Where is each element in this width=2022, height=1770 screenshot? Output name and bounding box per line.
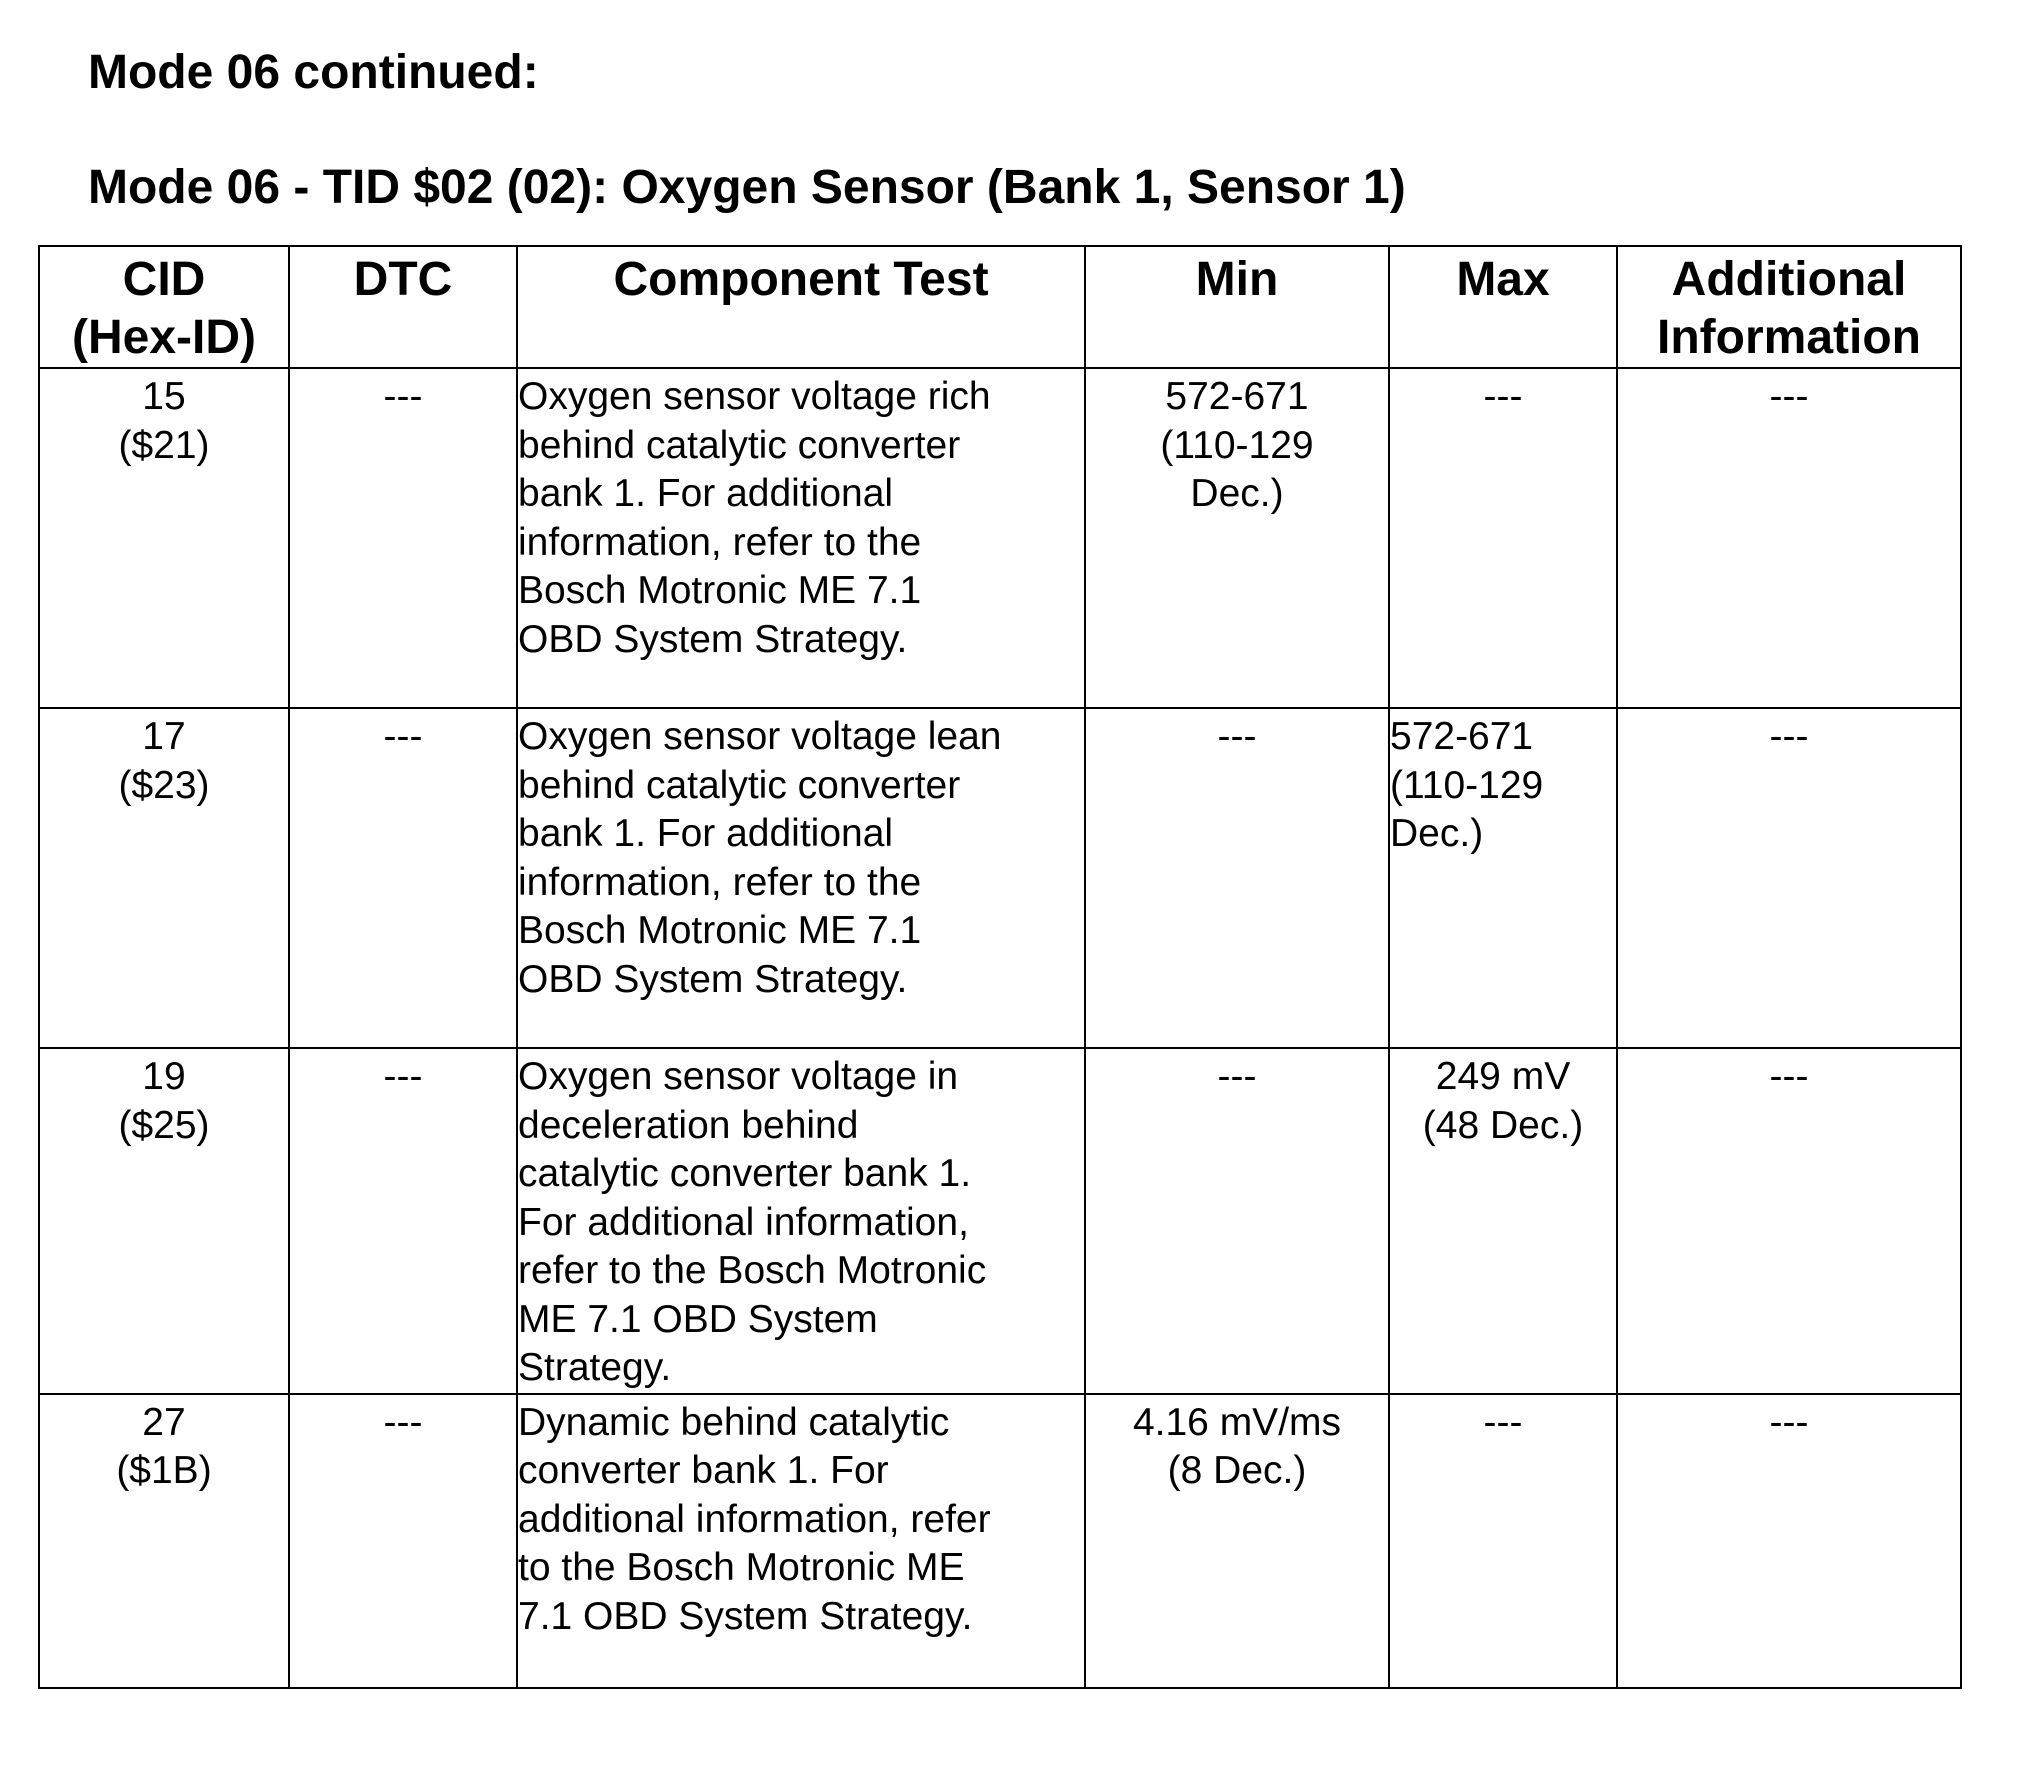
hex-id-value: ($23)	[118, 763, 210, 807]
hex-id-value: ($21)	[118, 423, 210, 467]
min-cell	[1085, 1048, 1389, 1394]
component-test-cell	[517, 1394, 1085, 1688]
max-line: ---	[1483, 375, 1523, 418]
cid-value: 17	[142, 715, 186, 758]
max-line: 249 mV	[1435, 1055, 1571, 1098]
max-line: (110-129	[1390, 763, 1544, 807]
max-line: ---	[1483, 1400, 1523, 1444]
test-line: information, refer to the	[518, 520, 922, 564]
header-cid	[39, 246, 289, 368]
additional-info-cell: ---	[1617, 708, 1961, 1048]
test-line: information, refer to the	[518, 860, 922, 904]
min-cell	[1085, 708, 1389, 1048]
mode06-table	[38, 245, 1962, 1689]
cid-cell	[39, 368, 289, 708]
header-hex-id-line: (Hex-ID)	[71, 311, 256, 364]
max-line: 572-671	[1390, 715, 1534, 758]
cid-cell	[39, 708, 289, 1048]
cid-value: 19	[142, 1055, 186, 1098]
test-line: behind catalytic converter	[518, 423, 961, 467]
test-line: Oxygen sensor voltage rich	[518, 375, 991, 418]
additional-info-cell: ---	[1617, 1048, 1961, 1394]
test-line: to the Bosch Motronic ME	[518, 1546, 965, 1589]
min-line: ---	[1217, 1055, 1257, 1098]
test-line: For additional information,	[518, 1200, 969, 1244]
test-line: OBD System Strategy.	[518, 957, 908, 1001]
cid-value: 27	[142, 1400, 186, 1444]
max-line: Dec.)	[1390, 812, 1484, 855]
header-row	[39, 246, 1961, 368]
component-test-cell	[517, 1048, 1085, 1394]
test-line: deceleration behind	[518, 1103, 859, 1147]
max-cell	[1389, 1394, 1617, 1688]
table-row	[39, 368, 1961, 708]
header-cid-line: CID	[122, 253, 206, 306]
min-line: 4.16 mV/ms	[1132, 1400, 1342, 1444]
cid-cell	[39, 1394, 289, 1688]
test-line: Bosch Motronic ME 7.1	[518, 569, 922, 612]
header-component-test: Component Test	[517, 246, 1085, 368]
test-line: Oxygen sensor voltage lean	[518, 715, 1002, 758]
header-min: Min	[1085, 246, 1389, 368]
hex-id-value: ($25)	[118, 1103, 210, 1147]
hex-id-value: ($1B)	[116, 1449, 212, 1492]
test-line: OBD System Strategy.	[518, 617, 908, 661]
test-line: Dynamic behind catalytic	[518, 1400, 950, 1444]
continued-heading: Mode 06 continued:	[88, 46, 539, 99]
dtc-cell: ---	[289, 708, 517, 1048]
test-line: ME 7.1 OBD System	[518, 1297, 878, 1341]
header-information-line: Information	[1657, 311, 1921, 364]
max-cell	[1389, 368, 1617, 708]
additional-info-cell: ---	[1617, 368, 1961, 708]
table-row	[39, 1394, 1961, 1688]
header-max: Max	[1389, 246, 1617, 368]
min-line: Dec.)	[1190, 472, 1284, 515]
test-line: refer to the Bosch Motronic	[518, 1249, 987, 1292]
max-cell	[1389, 708, 1617, 1048]
test-line: Oxygen sensor voltage in	[518, 1055, 959, 1098]
test-line: additional information, refer	[518, 1497, 991, 1541]
min-line: 572-671	[1165, 375, 1309, 418]
dtc-cell: ---	[289, 368, 517, 708]
table-row	[39, 1048, 1961, 1394]
test-line: Strategy.	[518, 1346, 672, 1389]
cid-value: 15	[142, 375, 186, 418]
component-test-cell	[517, 368, 1085, 708]
min-line: ---	[1217, 715, 1257, 758]
test-line: Bosch Motronic ME 7.1	[518, 909, 922, 952]
dtc-cell: ---	[289, 1394, 517, 1688]
header-dtc: DTC	[289, 246, 517, 368]
test-line: bank 1. For additional	[518, 812, 894, 855]
cid-cell	[39, 1048, 289, 1394]
min-line: (8 Dec.)	[1167, 1449, 1307, 1492]
test-line: catalytic converter bank 1.	[518, 1152, 972, 1195]
min-line: (110-129	[1160, 423, 1314, 467]
max-line: (48 Dec.)	[1422, 1103, 1584, 1147]
min-cell	[1085, 368, 1389, 708]
test-line: behind catalytic converter	[518, 763, 961, 807]
dtc-cell: ---	[289, 1048, 517, 1394]
component-test-cell	[517, 708, 1085, 1048]
test-line: converter bank 1. For	[518, 1449, 889, 1492]
max-cell	[1389, 1048, 1617, 1394]
min-cell	[1085, 1394, 1389, 1688]
test-line: 7.1 OBD System Strategy.	[518, 1594, 973, 1638]
header-additional-information	[1617, 246, 1961, 368]
header-additional-line: Additional	[1671, 253, 1907, 306]
test-line: bank 1. For additional	[518, 472, 894, 515]
section-title: Mode 06 - TID $02 (02): Oxygen Sensor (Bank 1, Sensor 1)	[88, 161, 1406, 214]
table-row	[39, 708, 1961, 1048]
additional-info-cell: ---	[1617, 1394, 1961, 1688]
